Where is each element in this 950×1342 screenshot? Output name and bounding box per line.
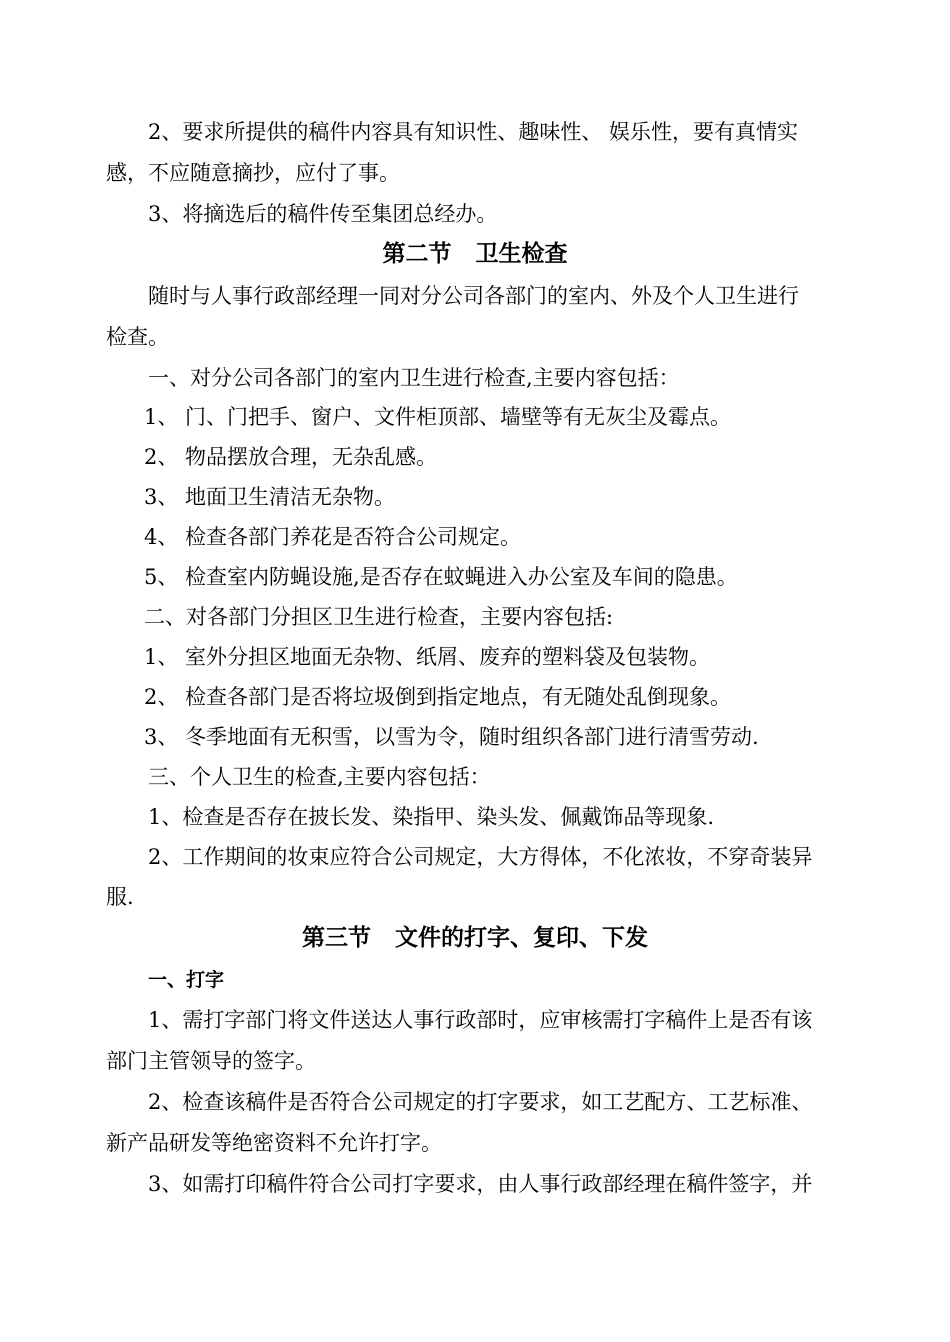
list-item: 3、 地面卫生清洁无杂物。 bbox=[144, 485, 396, 509]
list-item: 3、 冬季地面有无积雪，以雪为令，随时组织各部门进行清雪劳动. bbox=[144, 725, 759, 749]
paragraph-line: 2、检查该稿件是否符合公司规定的打字要求，如工艺配方、工艺标准、 bbox=[148, 1090, 813, 1114]
paragraph-line: 一、对分公司各部门的室内卫生进行检查,主要内容包括： bbox=[148, 366, 680, 390]
list-item: 1、 门、门把手、窗户、文件柜顶部、墙壁等有无灰尘及霉点。 bbox=[144, 405, 732, 429]
section-heading: 第二节 卫生检查 bbox=[382, 241, 568, 267]
list-item: 2、 物品摆放合理，无杂乱感。 bbox=[144, 445, 438, 469]
paragraph-line: 三、个人卫生的检查,主要内容包括： bbox=[148, 765, 491, 789]
list-item: 4、 检查各部门养花是否符合公司规定。 bbox=[144, 525, 522, 549]
list-item: 1、 室外分担区地面无杂物、纸屑、废弃的塑料袋及包装物。 bbox=[144, 645, 711, 669]
list-item: 5、 检查室内防蝇设施,是否存在蚊蝇进入办公室及车间的隐患。 bbox=[144, 565, 738, 589]
paragraph-line: 感，不应随意摘抄，应付了事。 bbox=[106, 161, 400, 185]
paragraph-line: 3、将摘选后的稿件传至集团总经办。 bbox=[148, 202, 498, 226]
paragraph-line: 二、对各部门分担区卫生进行检查，主要内容包括: bbox=[144, 605, 614, 629]
paragraph-line: 检查。 bbox=[106, 325, 169, 349]
paragraph-line: 随时与人事行政部经理一同对分公司各部门的室内、外及个人卫生进行 bbox=[148, 284, 799, 308]
subsection-heading: 一、打字 bbox=[148, 969, 225, 991]
paragraph-line: 1、需打字部门将文件送达人事行政部时，应审核需打字稿件上是否有该 bbox=[148, 1008, 813, 1032]
paragraph-line: 2、要求所提供的稿件内容具有知识性、趣味性、 娱乐性，要有真情实 bbox=[148, 120, 799, 144]
section-heading: 第三节 文件的打字、复印、下发 bbox=[301, 925, 649, 951]
list-item: 2、 检查各部门是否将垃圾倒到指定地点，有无随处乱倒现象。 bbox=[144, 685, 732, 709]
paragraph-line: 3、如需打印稿件符合公司打字要求，由人事行政部经理在稿件签字，并 bbox=[148, 1172, 813, 1196]
paragraph-line: 服. bbox=[106, 885, 134, 909]
paragraph-line: 新产品研发等绝密资料不允许打字。 bbox=[106, 1131, 442, 1155]
list-item: 1、检查是否存在披长发、染指甲、染头发、佩戴饰品等现象. bbox=[148, 805, 715, 829]
list-item: 2、工作期间的妆束应符合公司规定，大方得体，不化浓妆，不穿奇装异 bbox=[148, 845, 813, 869]
paragraph-line: 部门主管领导的签字。 bbox=[106, 1049, 316, 1073]
